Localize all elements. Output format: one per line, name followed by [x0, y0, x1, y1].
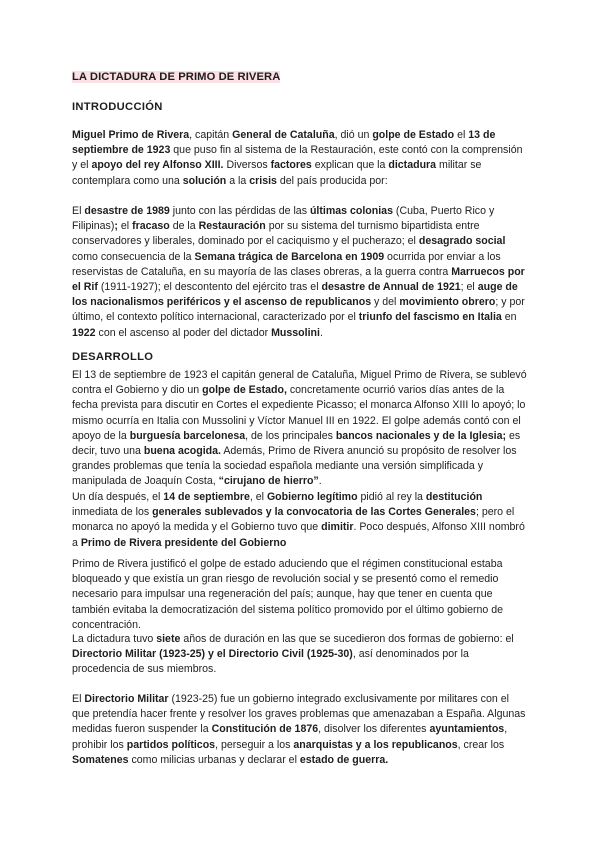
text-run: por su sistema del turnismo bipartidista entre conservadores y liberales, dominado por el caciquismo y el pucherazo; el	[72, 220, 480, 248]
bold-text: crisis	[249, 174, 277, 187]
text-run: como consecuencia de la	[72, 250, 195, 263]
paragraph-gobierno	[72, 490, 528, 551]
text-run: , prohibir los	[72, 723, 508, 751]
text-run: .	[319, 326, 323, 339]
text-run: el	[454, 129, 469, 141]
bold-text: estado de guerra.	[299, 753, 389, 766]
bold-text: Mussolini	[271, 326, 320, 339]
text-run: , disolver los diferentes	[318, 723, 430, 736]
text-run: (1911-1927); el descontento del ejército tras el	[97, 281, 322, 294]
text-run: inmediata de los	[72, 506, 153, 519]
bold-text: ;	[114, 220, 118, 233]
text-run: El	[72, 693, 85, 705]
text-run: Primo de Rivera justificó el golpe de estado aduciendo que el régimen constitucional estaba bloqueado y que existía un gran riesgo de revolución social y se presentó como el remedio necesario para impulsar una regeneración del país; aunque, hay que tener en cuenta que también evitaba la democratización del sistema político promovido por el último gobierno de concentración.	[72, 558, 504, 631]
text-run: junto con las pérdidas de las	[169, 205, 310, 217]
bold-text: Marruecos por el Rif	[72, 265, 525, 294]
bold-text: Primo de Rivera presidente del Gobierno	[80, 536, 287, 549]
bold-text: partidos políticos	[126, 738, 216, 751]
text-run: como milicias urbanas y declarar el	[128, 753, 300, 766]
bold-text: desastre de Annual de 1921	[321, 281, 461, 294]
bold-text: 1922	[72, 326, 96, 339]
bold-text: Constitución de 1876	[211, 723, 319, 736]
text-run: de la	[169, 220, 199, 233]
text-run: del país producida por:	[276, 174, 388, 187]
text-run: con el ascenso al poder del dictador	[95, 326, 272, 339]
paragraph-intro	[72, 128, 528, 189]
text-run: ; el	[460, 281, 478, 294]
bold-text: 14 de septiembre	[163, 491, 250, 503]
bold-text: General de Cataluña	[232, 129, 335, 141]
text-run: , de los principales	[245, 429, 336, 442]
paragraph-directorio-militar	[72, 692, 528, 768]
text-run: que puso fin al sistema de la Restauración, este contó con la comprensión y el	[72, 144, 523, 172]
bold-text: anarquistas y a los republicanos	[293, 738, 458, 751]
paragraph-justificacion	[72, 557, 528, 633]
text-run: a la	[226, 174, 250, 187]
text-run: , el	[249, 491, 267, 503]
bold-text: fracaso	[132, 220, 170, 233]
paragraph-duracion	[72, 632, 528, 678]
text-run: en	[501, 311, 517, 324]
bold-text: dictadura	[388, 159, 437, 172]
text-run: , capitán	[189, 129, 233, 141]
bold-text: bancos nacionales y de la Iglesia;	[335, 429, 506, 442]
bold-text: golpe de Estado,	[202, 384, 287, 397]
text-run: ocurrida por enviar a los reservistas de Cataluña, en su mayoría de las clases obreras, a la guerra contra	[72, 250, 501, 278]
bold-text: siete	[156, 633, 181, 645]
text-run: es decir, tuvo una	[72, 429, 521, 458]
bold-text: desastre de 1989	[84, 205, 170, 217]
bold-text: 13 de septiembre de 1923	[72, 129, 496, 157]
heading-introduccion: INTRODUCCIÓN	[72, 101, 163, 113]
bold-text: Directorio Militar (1923-25) y el Directorio Civil (1925-30)	[72, 648, 353, 661]
paragraph-golpe	[72, 368, 528, 490]
bold-text: generales sublevados y la convocatoria de las Cortes Generales	[152, 506, 476, 519]
heading-desarrollo: DESARROLLO	[72, 351, 154, 363]
bold-text: Restauración	[198, 220, 266, 233]
paragraph-causes	[72, 204, 528, 341]
text-run: .	[318, 475, 322, 488]
bold-text: Somatenes	[72, 753, 129, 766]
bold-text: Directorio Militar	[84, 693, 169, 705]
text-run: , así denominados por la procedencia de sus miembros.	[72, 648, 469, 676]
bold-text: apoyo del rey Alfonso XIII.	[91, 159, 224, 172]
text-run: años de duración en las que se sucedieron dos formas de gobierno: el	[180, 633, 514, 645]
text-run: . Poco después, Alfonso XIII nombró a	[72, 521, 525, 549]
bold-text: Semana trágica de Barcelona en 1909	[194, 250, 385, 263]
text-run: , perseguir a los	[215, 738, 294, 751]
bold-text: dimitir	[321, 521, 354, 534]
bold-text: factores	[270, 159, 312, 172]
text-run: , crear los	[457, 738, 505, 751]
bold-text: triunfo del fascismo en Italia	[358, 311, 502, 324]
bold-text: buena acogida.	[143, 445, 221, 458]
bold-text: destitución	[425, 491, 483, 503]
document-title: LA DICTADURA DE PRIMO DE RIVERA	[72, 71, 281, 83]
bold-text: Miguel Primo de Rivera	[72, 129, 190, 141]
text-run: concretamente ocurrió varios días antes de la fecha prevista para discutir en Cortes el expediente Picasso; el monarca Alfonso XIII lo apoyó; lo mismo ocurría en Italia con Mussolini y Víctor Manuel III en 1922. El golpe además contó con el apoyo de la	[72, 384, 526, 442]
text-run: Un día después, el	[72, 491, 164, 503]
bold-text: movimiento obrero	[399, 296, 496, 309]
bold-text: burguesía barcelonesa	[129, 429, 246, 442]
text-run: y del	[371, 296, 400, 309]
bold-text: auge de los nacionalismos periféricos y el ascenso de republicanos	[72, 281, 518, 309]
text-run: Además, Primo de Rivera anunció su propósito de resolver los grandes problemas que tenía la sociedad española mediante una versión simplificada y manipulada de Joaquín Costa,	[72, 445, 517, 488]
text-run: El	[72, 205, 85, 217]
text-run: (Cuba, Puerto Rico y Filipinas)	[72, 205, 495, 233]
text-run: pidió al rey la	[357, 491, 426, 503]
bold-text: “cirujano de hierro”	[218, 475, 319, 488]
text-run: El 13 de septiembre de 1923 el capitán general de Cataluña, Miguel Primo de Rivera, se sublevó contra el Gobierno y dio un	[72, 369, 527, 397]
text-run: ; pero el monarca no apoyó la medida y el Gobierno tuvo que	[72, 506, 515, 534]
text-run: , dió un	[334, 129, 373, 141]
bold-text: golpe de Estado	[372, 129, 455, 141]
text-run: La dictadura tuvo	[72, 633, 157, 645]
text-run: ; y por último, el contexto político internacional, caracterizado por el	[72, 296, 525, 324]
text-run: el	[117, 220, 133, 233]
bold-text: Gobierno legítimo	[266, 491, 358, 503]
bold-text: desagrado social	[418, 235, 506, 248]
text-run: militar se contemplara como una	[72, 159, 482, 187]
bold-text: ayuntamientos	[429, 723, 505, 736]
bold-text: últimas colonias	[309, 205, 393, 217]
text-run: explican que la	[311, 159, 389, 172]
bold-text: solución	[182, 174, 227, 187]
text-run: (1923-25) fue un gobierno integrado exclusivamente por militares con el que pretendía hacer frente y resolver los graves problemas que amenazaban a España. Algunas medidas fueron suspender la	[72, 693, 526, 736]
text-run: Diversos	[223, 159, 271, 172]
